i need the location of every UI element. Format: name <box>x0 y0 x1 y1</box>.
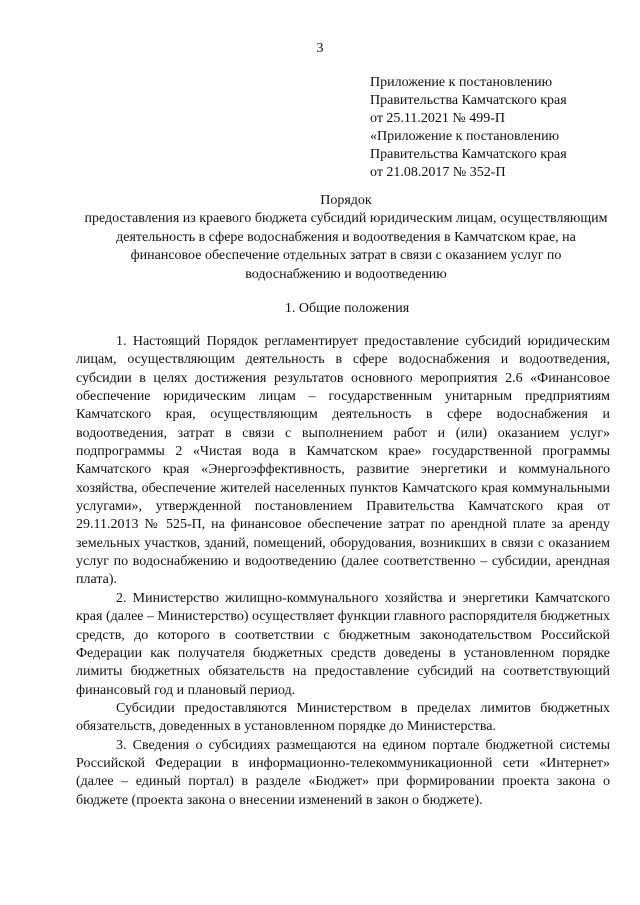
document-body <box>76 333 610 810</box>
page-number: 3 <box>316 41 324 56</box>
appendix-reference <box>370 74 632 182</box>
appendix-line: Правительства Камчатского края <box>370 147 567 162</box>
document-title: Порядок <box>320 193 372 208</box>
appendix-line: Правительства Камчатского края <box>370 93 567 108</box>
appendix-line: «Приложение к постановлению <box>370 129 560 144</box>
paragraph-2: 2. Министерство жилищно-коммунального хозяйства и энергетики Камчатского края (далее – Министерство) осуществляет функции главного распорядителя бюджетных средств, до которого в соответствии с бюджетным законодательством Российской Федерации как получателя бюджетных средств доведены в установленном порядке лимиты бюджетных обязательств на предоставление субсидий на соответствующий финансовый год и плановый период. <box>76 590 610 698</box>
section-heading: 1. Общие положения <box>284 301 410 316</box>
paragraph-4: 3. Сведения о субсидиях размещаются на едином портале бюджетной системы Российской Федерации в информационно-телекоммуникационной сети «Интернет» (далее – единый портал) в разделе «Бюджет» при формировании проекта закона о бюджете (проекта закона о внесении изменений в закон о бюджете). <box>76 737 610 808</box>
appendix-line: Приложение к постановлению <box>370 75 553 90</box>
appendix-line: от 21.08.2017 № 352-П <box>370 165 506 180</box>
appendix-line: от 25.11.2021 № 499-П <box>370 111 506 126</box>
paragraph-3: Субсидии предоставляются Министерством в пределах лимитов бюджетных обязательств, доведенных в установленном порядке до Министерства. <box>76 700 610 735</box>
document-subtitle: предоставления из краевого бюджета субсидий юридическим лицам, осуществляющим деятельность в сфере водоснабжения и водоотведения в Камчатском крае, на финансовое обеспечение отдельных затрат в связи с оказанием услуг по водоснабжению и водоотведению <box>84 211 608 282</box>
paragraph-1: 1. Настоящий Порядок регламентирует предоставление субсидий юридическим лицам, осуществляющим деятельность в сфере водоснабжения и водоотведения, субсидии в целях достижения результатов основного мероприятия 2.6 «Финансовое обеспечение юридическим лицам – государственным унитарным предприятиям Камчатского края, осуществляющим деятельность в сфере водоснабжения и водоотведения, затрат в связи с выполнением работ и (или) оказанием услуг» подпрограммы 2 «Чистая вода в Камчатском крае» государственной программы Камчатского края «Энергоэффективность, развитие энергетики и коммунального хозяйства, обеспечение жителей населенных пунктов Камчатского края коммунальными услугами», утвержденной постановлением Правительства Камчатского края от 29.11.2013 № 525-П, на финансовое обеспечение затрат по арендной плате за аренду земельных участков, зданий, помещений, оборудования, возникших в связи с оказанием услуг по водоснабжению и водоотведению (далее соответственно – субсидии, арендная плата). <box>76 334 610 588</box>
